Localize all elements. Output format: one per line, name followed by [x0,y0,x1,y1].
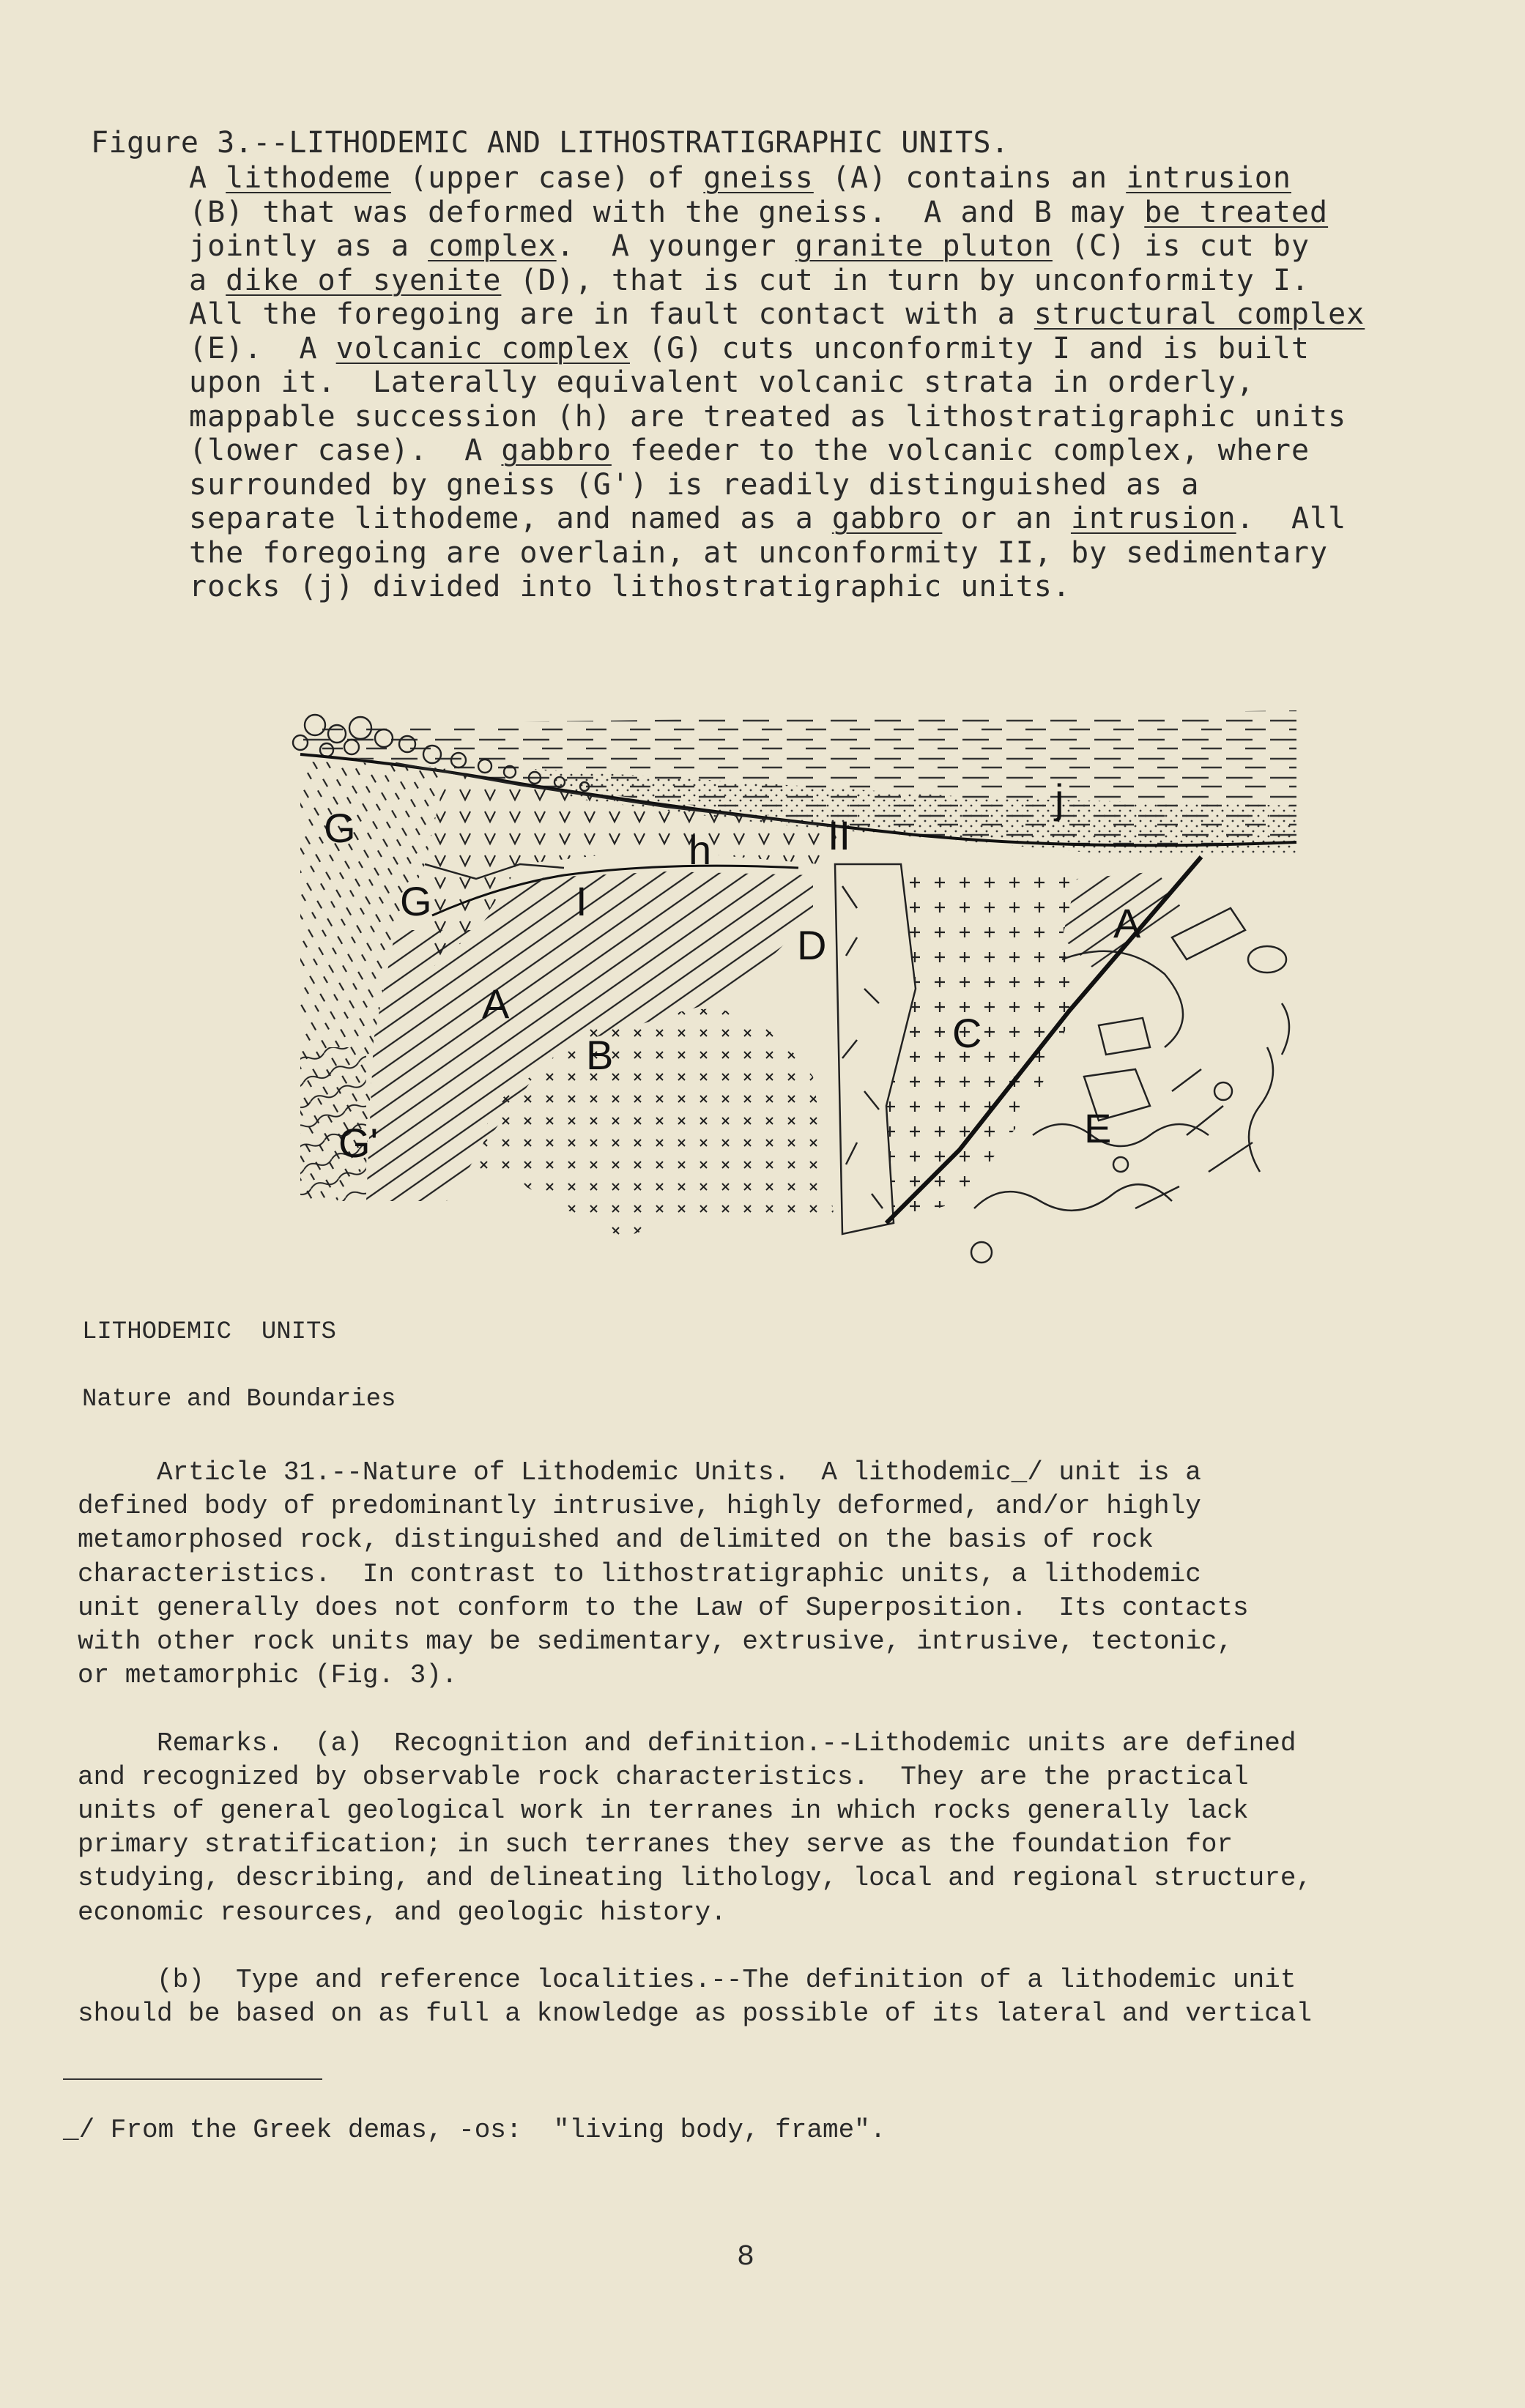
subsection-heading: Nature and Boundaries [82,1386,396,1413]
underlined-term: volcanic complex [335,331,630,365]
label-h: h [689,827,712,873]
caption-line: the foregoing are overlain, at unconformity II, by sedimentary [189,535,1329,570]
body-line: unit generally does not conform to the Law of Superposition. Its contacts [78,1592,1249,1623]
caption-line: (E). A volcanic complex (G) cuts unconformity I and is built [189,331,1310,365]
caption-line: jointly as a complex. A younger granite pluton (C) is cut by [189,229,1310,263]
caption-line: upon it. Laterally equivalent volcanic strata in orderly, [189,365,1255,399]
caption-line: separate lithodeme, and named as a gabbro or an intrusion. All [189,502,1347,535]
underlined-term: intrusion [1070,502,1236,535]
label-j: j [1055,776,1064,822]
underlined-term: be treated [1144,195,1329,229]
underlined-term: structural complex [1034,297,1365,331]
figure-caption-title: Figure 3.--LITHODEMIC AND LITHOSTRATIGRAPHIC UNITS. [91,126,1009,160]
body-line: characteristics. In contrast to lithostratigraphic units, a lithodemic [78,1558,1201,1589]
footnote-rule [63,2078,322,2080]
body-line: defined body of predominantly intrusive, highly deformed, and/or highly [78,1491,1201,1522]
body-line: primary stratification; in such terranes they serve as the foundation for [78,1829,1233,1860]
body-line: studying, describing, and delineating lithology, local and regional structure, [78,1863,1313,1894]
geologic-cross-section-figure [256,696,1318,1267]
caption-line: All the foregoing are in fault contact with a structural complex [189,297,1365,331]
label-E: E [1084,1105,1112,1151]
page-number: 8 [737,2241,755,2274]
label-D: D [797,922,827,968]
caption-line: rocks (j) divided into lithostratigraphic units. [189,570,1071,603]
caption-line: A lithodeme (upper case) of gneiss (A) contains an intrusion [189,161,1291,195]
underlined-term: dike of syenite [226,263,502,297]
underlined-term: gneiss [703,161,814,195]
body-line: or metamorphic (Fig. 3). [78,1660,458,1691]
underlined-term: intrusion [1126,161,1291,195]
body-line: Article 31.--Nature of Lithodemic Units. A lithodemic_/ unit is a [78,1457,1201,1487]
underlined-term: lithodeme [226,161,391,195]
caption-line: mappable succession (h) are treated as lithostratigraphic units [189,399,1347,434]
label-G-1: G [324,805,356,851]
caption-line: surrounded by gneiss (G') is readily distinguished as a [189,467,1200,502]
caption-line: (B) that was deformed with the gneiss. A and B may be treated [189,195,1329,229]
label-G-prime: G' [338,1120,379,1166]
label-B: B [586,1032,614,1078]
caption-line: (lower case). A gabbro feeder to the volcanic complex, where [189,434,1310,467]
section-heading: LITHODEMIC UNITS [82,1318,336,1346]
body-line: and recognized by observable rock characteristics. They are the practical [78,1761,1249,1792]
label-unconformity-I: I [576,878,587,924]
body-line: Remarks. (a) Recognition and definition.--Lithodemic units are defined [78,1728,1296,1758]
body-line: with other rock units may be sedimentary, extrusive, intrusive, tectonic, [78,1627,1233,1657]
body-line: units of general geological work in terranes in which rocks generally lack [78,1796,1249,1826]
body-line: (b) Type and reference localities.--The definition of a lithodemic unit [78,1965,1296,1995]
label-C: C [952,1010,982,1056]
body-line: metamorphosed rock, distinguished and delimited on the basis of rock [78,1525,1154,1556]
underlined-term: gabbro [831,502,943,535]
underlined-term: gabbro [501,434,612,467]
body-line: should be based on as full a knowledge as possible of its lateral and vertical [78,1999,1313,2029]
underlined-term: complex [428,229,557,263]
footnote: _/ From the Greek demas, -os: "living body, frame". [63,2115,886,2145]
body-line: economic resources, and geologic history. [78,1897,727,1928]
caption-line: a dike of syenite (D), that is cut in turn by unconformity I. [189,263,1310,297]
underlined-term: granite pluton [795,229,1053,263]
label-A-2: A [1113,900,1141,946]
label-G-2: G [400,878,432,924]
label-unconformity-II: II [828,812,851,858]
label-A-1: A [482,981,510,1027]
